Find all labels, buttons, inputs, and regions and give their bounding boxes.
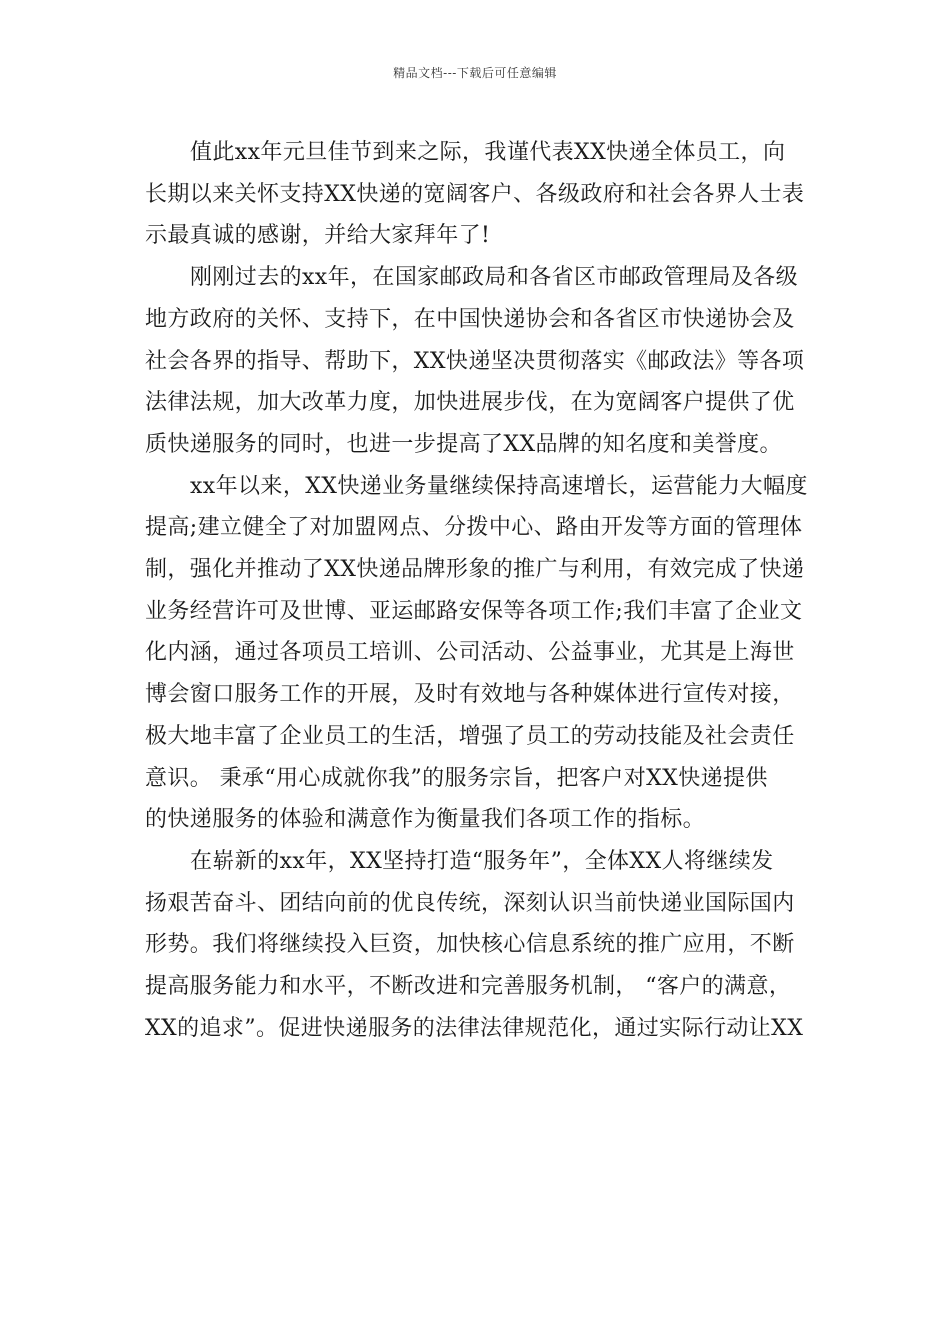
text-line: 地方政府的关怀、支持下，在中国快递协会和各省区市快递协会及 <box>145 306 795 332</box>
text-line: xx年以来，XX快递业务量继续保持高速增长，运营能力大幅度 <box>190 473 808 499</box>
text-line: 长期以来关怀支持XX快递的宽阔客户、各级政府和社会各界人士表 <box>145 181 805 207</box>
text-line: 业务经营许可及世博、亚运邮路安保等各项工作;我们丰富了企业文 <box>145 598 803 624</box>
text-line: 刚刚过去的xx年，在国家邮政局和各省区市邮政管理局及各级 <box>190 265 799 291</box>
document-body <box>145 132 808 1049</box>
text-line: 意识。 秉承“用心成就你我”的服务宗旨，把客户对XX快递提供 <box>145 765 768 791</box>
text-line: 质快递服务的同时，也进一步提高了XX品牌的知名度和美誉度。 <box>145 431 782 457</box>
paragraph-2 <box>145 257 805 466</box>
paragraph-3 <box>145 466 808 841</box>
text-line: 的快递服务的体验和满意作为衡量我们各项工作的指标。 <box>145 807 706 833</box>
text-line: 社会各界的指导、帮助下，XX快递坚决贯彻落实《邮政法》等各项 <box>145 348 805 374</box>
text-line: 扬艰苦奋斗、团结向前的优良传统，深刻认识当前快递业国际国内 <box>145 890 795 916</box>
text-line: 化内涵，通过各项员工培训、公司活动、公益事业，尤其是上海世 <box>145 640 795 666</box>
text-line: 法律法规，加大改革力度，加快进展步伐，在为宽阔客户提供了优 <box>145 390 795 416</box>
text-line: 在崭新的xx年，XX坚持打造“服务年”，全体XX人将继续发 <box>190 848 774 874</box>
text-line: 值此xx年元旦佳节到来之际，我谨代表XX快递全体员工，向 <box>190 140 786 165</box>
text-line: 形势。我们将继续投入巨资，加快核心信息系统的推广应用，不断 <box>145 932 795 958</box>
text-line: XX的追求”。促进快递服务的法律法律规范化，通过实际行动让XX <box>145 1015 804 1041</box>
text-line: 提高服务能力和水平，不断改进和完善服务机制， “客户的满意， <box>145 974 792 1000</box>
paragraph-1 <box>145 132 805 257</box>
text-line: 制，强化并推动了XX快递品牌形象的推广与利用，有效完成了快递 <box>145 557 805 583</box>
page-header: 精品文档---下载后可任意编辑 <box>393 66 557 80</box>
text-line: 示最真诚的感谢，并给大家拜年了! <box>145 223 491 249</box>
text-line: 极大地丰富了企业员工的生活，增强了员工的劳动技能及社会责任 <box>145 723 795 749</box>
text-line: 博会窗口服务工作的开展，及时有效地与各种媒体进行宣传对接， <box>145 682 795 708</box>
text-line: 提高;建立健全了对加盟网点、分拨中心、路由开发等方面的管理体 <box>145 515 803 541</box>
paragraph-4 <box>145 841 805 1050</box>
